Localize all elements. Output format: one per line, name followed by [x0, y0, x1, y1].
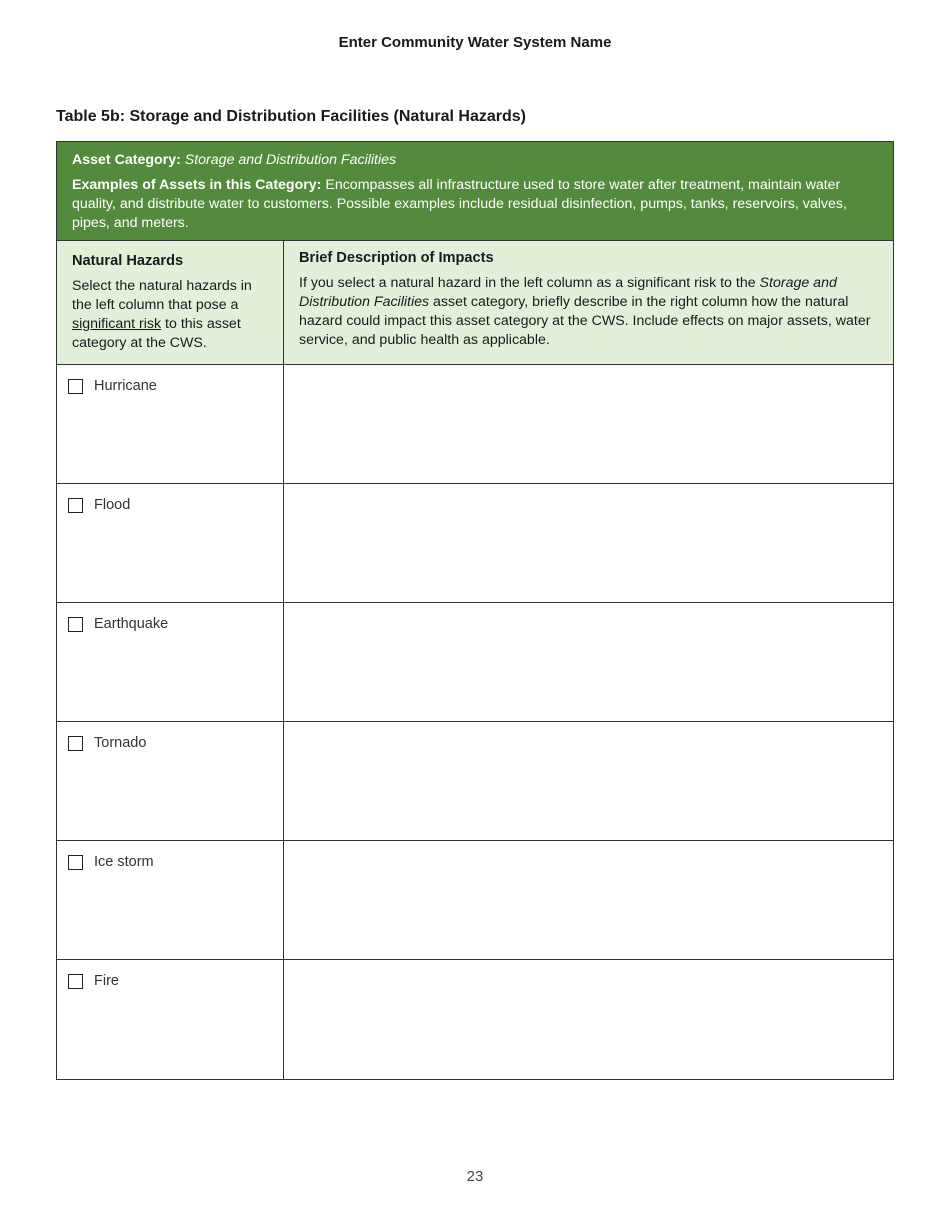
impact-description-text[interactable] — [284, 603, 893, 721]
impact-description-field[interactable] — [284, 484, 893, 602]
hazard-checkbox[interactable] — [68, 617, 83, 632]
hazard-cell — [57, 960, 284, 1079]
impact-description-text[interactable] — [284, 722, 893, 840]
hazard-label: Fire — [94, 973, 119, 989]
impact-description-field[interactable] — [284, 841, 893, 959]
impact-description-field[interactable] — [284, 960, 893, 1079]
natural-hazards-header-title: Natural Hazards — [72, 253, 184, 269]
examples-label: Examples of Assets in this Category: — [72, 177, 322, 193]
hazard-label: Flood — [94, 497, 131, 513]
hazard-cell — [57, 365, 284, 483]
hazard-checkbox[interactable] — [68, 974, 83, 989]
instructions-text: Select the natural hazards in the left column that pose a — [72, 278, 252, 313]
hazard-row — [57, 484, 893, 603]
hazard-checkbox[interactable] — [68, 379, 83, 394]
impacts-text: If you select a natural hazard in the left column as a significant risk to the — [299, 275, 760, 291]
asset-category-value: Storage and Distribution Facilities — [184, 152, 397, 168]
impact-description-field[interactable] — [284, 603, 893, 721]
hazard-row — [57, 722, 893, 841]
asset-category-line — [72, 151, 878, 170]
hazard-checkbox[interactable] — [68, 855, 83, 870]
natural-hazards-table — [56, 141, 894, 1080]
hazard-row — [57, 960, 893, 1079]
community-water-system-name[interactable]: Enter Community Water System Name — [338, 34, 612, 51]
impacts-header-title: Brief Description of Impacts — [299, 250, 494, 266]
impact-description-text[interactable] — [284, 365, 893, 483]
table-title: Table 5b: Storage and Distribution Facilities (Natural Hazards) — [56, 108, 527, 125]
examples-line — [72, 176, 878, 233]
hazard-label: Ice storm — [94, 854, 154, 870]
impact-description-text[interactable] — [284, 960, 893, 1079]
examples-text: Encompasses all infrastructure used to store water after treatment, maintain water quality, and distribute water to customers. Possible examples include residual disinfection, pumps, tanks, reservoirs, valves, pipes, and meters. — [72, 177, 847, 231]
impacts-header — [284, 241, 893, 364]
hazard-checkbox[interactable] — [68, 498, 83, 513]
impact-description-text[interactable] — [284, 484, 893, 602]
instructions-text-end: to this asset category at the CWS. — [72, 316, 241, 351]
significant-risk-term: significant risk — [72, 316, 162, 332]
hazard-row — [57, 603, 893, 722]
hazard-label: Tornado — [94, 735, 147, 751]
asset-category-banner — [57, 142, 893, 241]
hazard-checkbox[interactable] — [68, 736, 83, 751]
impact-description-field[interactable] — [284, 365, 893, 483]
asset-category-label: Asset Category: — [72, 152, 181, 168]
impact-description-text[interactable] — [284, 841, 893, 959]
page-number: 23 — [466, 1168, 484, 1185]
hazard-cell — [57, 722, 284, 840]
impacts-text-end: asset category, briefly describe in the right column how the natural hazard could impact this asset category at the CWS. Include effects on major assets, water service, and public health as applicable. — [299, 294, 871, 348]
natural-hazards-header — [57, 241, 284, 364]
hazard-cell — [57, 603, 284, 721]
hazard-row — [57, 365, 893, 484]
natural-hazards-instructions — [72, 277, 268, 353]
hazard-label: Hurricane — [94, 378, 157, 394]
hazard-cell — [57, 484, 284, 602]
hazard-row — [57, 841, 893, 960]
asset-category-reference: Storage and Distribution Facilities — [299, 275, 837, 310]
hazard-label: Earthquake — [94, 616, 169, 632]
impacts-instructions — [299, 274, 878, 350]
impact-description-field[interactable] — [284, 722, 893, 840]
hazard-cell — [57, 841, 284, 959]
column-header-row — [57, 241, 893, 365]
